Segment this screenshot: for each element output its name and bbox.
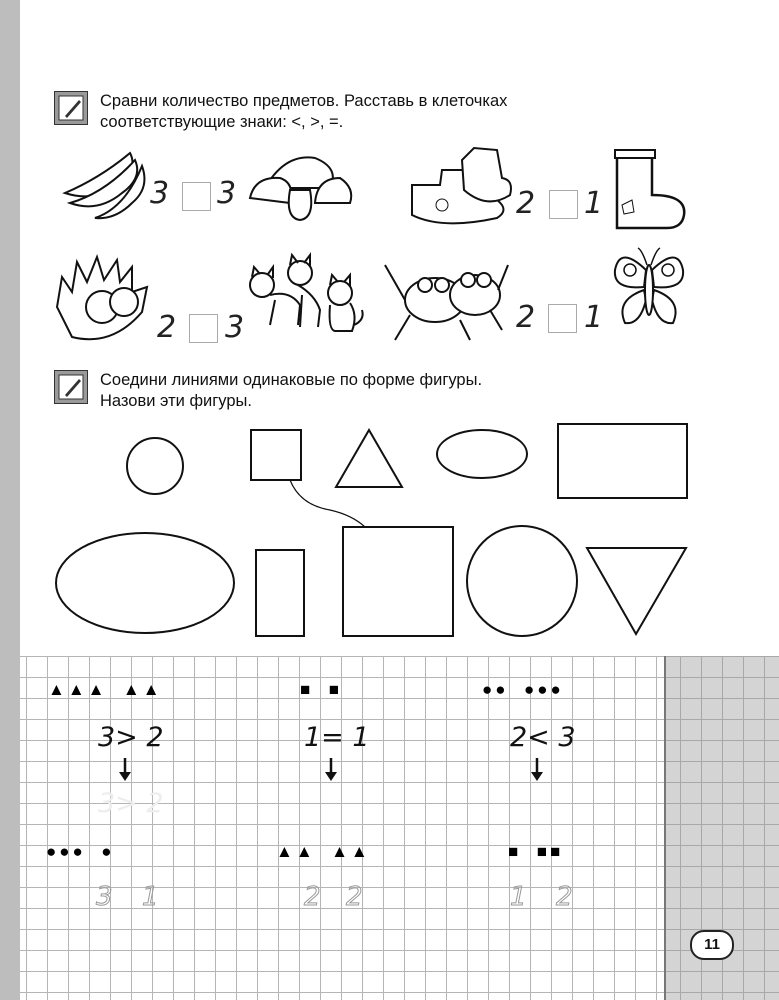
task2-line2: Назови эти фигуры. [100, 392, 252, 410]
page-number: 11 [690, 930, 734, 960]
task2-line1: Соедини линиями одинаковые по форме фигуры. [100, 371, 483, 389]
task1-line2: соответствующие знаки: <, >, =. [100, 113, 344, 131]
ex1-trace-comparison[interactable]: 3> 2 [98, 788, 164, 819]
large-square[interactable] [343, 527, 453, 636]
ex3-down-arrow [530, 758, 544, 782]
ex1-trace-right[interactable]: 1 [142, 882, 159, 912]
large-inverted-triangle[interactable] [587, 548, 686, 634]
count-butterfly: 1 [584, 300, 604, 335]
small-triangle[interactable] [336, 430, 402, 487]
small-circle[interactable] [127, 438, 183, 494]
count-frogs: 2 [516, 300, 536, 335]
large-ellipse[interactable] [56, 533, 234, 633]
ex3-trace-left[interactable]: 1 [510, 882, 527, 912]
tall-rectangle[interactable] [256, 550, 304, 636]
small-rectangle[interactable] [558, 424, 687, 498]
ex3-bottom-squares: ■ ■■ [508, 842, 564, 861]
ex1-trace-left[interactable]: 3 [96, 882, 113, 912]
count-boots: 2 [516, 186, 536, 221]
small-ellipse[interactable] [437, 430, 527, 478]
ex3-trace-right[interactable]: 2 [556, 882, 573, 912]
count-kittens: 3 [225, 310, 245, 345]
count-boot: 1 [584, 186, 604, 221]
large-circle[interactable] [467, 526, 577, 636]
ex2-down-arrow [324, 758, 338, 782]
ex1-comparison: 3> 2 [98, 722, 164, 753]
count-hedgehogs: 2 [157, 310, 177, 345]
ex3-top-circles: ●● ●●● [482, 680, 564, 699]
ex1-bottom-circles: ●●● ● [46, 842, 115, 861]
ex1-down-arrow [118, 758, 132, 782]
ex3-comparison: 2< 3 [510, 722, 576, 753]
ex2-comparison: 1= 1 [304, 722, 370, 753]
ex1-top-triangles: ▲▲▲ ▲▲ [48, 680, 163, 699]
ex2-bottom-triangles: ▲▲ ▲▲ [276, 842, 371, 861]
ex2-top-squares: ■ ■ [300, 680, 342, 699]
count-bananas: 3 [150, 176, 170, 211]
ex2-trace-left[interactable]: 2 [304, 882, 321, 912]
grid-workspace[interactable] [20, 656, 664, 1000]
count-mushrooms: 3 [217, 176, 237, 211]
task1-line1: Сравни количество предметов. Расставь в клеточках [100, 92, 508, 110]
small-square[interactable] [251, 430, 301, 480]
grid-divider [664, 656, 666, 1000]
ex2-trace-right[interactable]: 2 [346, 882, 363, 912]
